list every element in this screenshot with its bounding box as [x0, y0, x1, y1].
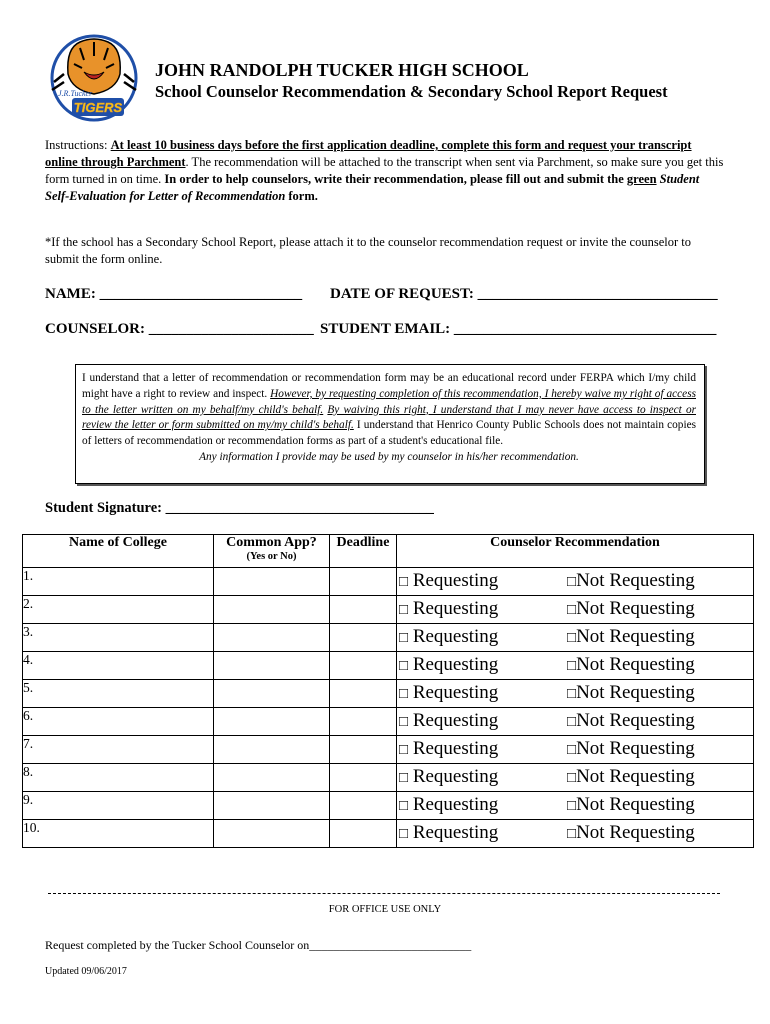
- checkbox-icon[interactable]: □: [567, 826, 577, 842]
- common-app-cell[interactable]: [214, 792, 330, 820]
- common-app-cell[interactable]: [214, 624, 330, 652]
- deadline-cell[interactable]: [330, 596, 397, 624]
- row-number: 10.: [23, 820, 40, 835]
- row-number: 1.: [23, 568, 34, 583]
- office-use-label: FOR OFFICE USE ONLY: [328, 904, 442, 915]
- ferpa-never-access: By waiving this right, I understand that I may never have access to inspect or review the letter or form submitted on my/my child's behalf.: [82, 403, 696, 432]
- checkbox-icon[interactable]: □: [399, 826, 409, 842]
- recommendation-cell: [397, 708, 754, 736]
- checkbox-icon[interactable]: □: [399, 658, 409, 674]
- checkbox-icon[interactable]: □: [567, 714, 577, 730]
- common-app-cell[interactable]: [214, 820, 330, 848]
- not-requesting-label: Not Requesting: [576, 710, 695, 731]
- college-name-cell[interactable]: [23, 680, 214, 708]
- college-name-cell[interactable]: [23, 736, 214, 764]
- recommendation-cell: [397, 652, 754, 680]
- not-requesting-option[interactable]: [567, 822, 695, 843]
- checkbox-icon[interactable]: □: [567, 630, 577, 646]
- requesting-label: Requesting: [408, 738, 499, 759]
- instructions-form-name: Student Self-Evaluation for Letter of Recommendation: [45, 172, 700, 203]
- not-requesting-option[interactable]: [567, 682, 695, 703]
- common-app-cell[interactable]: [214, 736, 330, 764]
- instructions-green: green: [626, 172, 657, 186]
- requesting-label: Requesting: [408, 822, 499, 843]
- common-app-cell[interactable]: [214, 764, 330, 792]
- checkbox-icon[interactable]: □: [567, 574, 577, 590]
- college-name-cell[interactable]: [23, 764, 214, 792]
- requesting-option[interactable]: [397, 624, 567, 651]
- deadline-cell[interactable]: [330, 792, 397, 820]
- date-of-request-field[interactable]: DATE OF REQUEST: ________________________________: [330, 286, 718, 302]
- logo-tigers-word: TIGERS: [73, 100, 123, 115]
- deadline-cell[interactable]: [330, 568, 397, 596]
- requesting-option[interactable]: [397, 596, 567, 623]
- requesting-label: Requesting: [408, 626, 499, 647]
- college-name-cell[interactable]: [23, 652, 214, 680]
- table-row: [23, 568, 754, 596]
- deadline-cell[interactable]: [330, 680, 397, 708]
- not-requesting-option[interactable]: [567, 766, 695, 787]
- row-number: 6.: [23, 708, 34, 723]
- table-row: [23, 652, 754, 680]
- checkbox-icon[interactable]: □: [567, 742, 577, 758]
- requesting-option[interactable]: [397, 736, 567, 763]
- recommendation-cell: [397, 764, 754, 792]
- requesting-label: Requesting: [408, 794, 499, 815]
- checkbox-icon[interactable]: □: [567, 686, 577, 702]
- checkbox-icon[interactable]: □: [399, 686, 409, 702]
- checkbox-icon[interactable]: □: [399, 770, 409, 786]
- requesting-label: Requesting: [408, 710, 499, 731]
- common-app-cell[interactable]: [214, 652, 330, 680]
- requesting-option[interactable]: [397, 820, 567, 847]
- common-app-cell[interactable]: [214, 596, 330, 624]
- not-requesting-label: Not Requesting: [576, 570, 695, 591]
- not-requesting-option[interactable]: [567, 794, 695, 815]
- ferpa-counselor-use: Any information I provide may be used by my counselor in his/her recommendation.: [199, 450, 579, 463]
- col-deadline-label: Deadline: [336, 535, 390, 550]
- ferpa-understand: I understand that a letter of recommendation or recommendation form may be an educational record under FERPA which I/my child might have a right to review and inspect.: [82, 372, 696, 400]
- table-row: [23, 708, 754, 736]
- deadline-cell[interactable]: [330, 820, 397, 848]
- name-field[interactable]: NAME: ___________________________: [45, 286, 303, 302]
- student-email-field[interactable]: STUDENT EMAIL: ___________________________________: [320, 321, 717, 337]
- not-requesting-label: Not Requesting: [576, 626, 695, 647]
- table-row: [23, 792, 754, 820]
- not-requesting-label: Not Requesting: [576, 738, 695, 759]
- table-row: [23, 596, 754, 624]
- instructions-attach: . The recommendation will be attached to the transcript when sent via Parchment, so make sure you get this form turned in on time.: [45, 155, 724, 186]
- college-name-cell[interactable]: [23, 624, 214, 652]
- not-requesting-label: Not Requesting: [576, 654, 695, 675]
- requesting-label: Requesting: [408, 570, 499, 591]
- checkbox-icon[interactable]: □: [399, 714, 409, 730]
- deadline-cell[interactable]: [330, 764, 397, 792]
- tigers-logo: [46, 34, 142, 126]
- common-app-cell[interactable]: [214, 680, 330, 708]
- requesting-label: Requesting: [408, 598, 499, 619]
- college-name-cell[interactable]: [23, 820, 214, 848]
- college-rows: [23, 568, 754, 848]
- table-header-row: [23, 535, 754, 568]
- checkbox-icon[interactable]: □: [567, 658, 577, 674]
- common-app-cell[interactable]: [214, 568, 330, 596]
- checkbox-icon[interactable]: □: [399, 742, 409, 758]
- instructions-paragraph: [45, 137, 725, 205]
- col-deadline: [330, 535, 397, 568]
- col-common-app-label: Common App?: [226, 535, 317, 550]
- not-requesting-option[interactable]: [567, 570, 695, 591]
- student-signature-field[interactable]: Student Signature: _____________________________________: [45, 500, 434, 516]
- not-requesting-option[interactable]: [567, 710, 695, 731]
- row-number: 3.: [23, 624, 34, 639]
- college-name-cell[interactable]: [23, 708, 214, 736]
- checkbox-icon[interactable]: □: [567, 602, 577, 618]
- recommendation-cell: [397, 680, 754, 708]
- recommendation-cell: [397, 736, 754, 764]
- form-title: School Counselor Recommendation & Secondary School Report Request: [155, 82, 668, 101]
- ferpa-waive: However, by requesting completion of this recommendation, I hereby waive my right of access to the letter written on my behalf/my child's behalf.: [82, 387, 696, 416]
- not-requesting-label: Not Requesting: [576, 598, 695, 619]
- instructions-colon: :: [104, 138, 108, 152]
- table-row: [23, 624, 754, 652]
- logo-jr-tucker: J.R.Tucker: [58, 89, 93, 98]
- not-requesting-label: Not Requesting: [576, 794, 695, 815]
- not-requesting-label: Not Requesting: [576, 766, 695, 787]
- not-requesting-option[interactable]: [567, 598, 695, 619]
- checkbox-icon[interactable]: □: [567, 770, 577, 786]
- instructions-label: Instructions: [45, 138, 105, 152]
- col-common-app-sub: (Yes or No): [246, 551, 297, 562]
- recommendation-cell: [397, 792, 754, 820]
- row-number: 8.: [23, 764, 34, 779]
- not-requesting-label: Not Requesting: [576, 682, 695, 703]
- updated-date: Updated 09/06/2017: [45, 966, 127, 977]
- requesting-option[interactable]: [397, 708, 567, 735]
- not-requesting-option[interactable]: [567, 626, 695, 647]
- table-row: [23, 764, 754, 792]
- request-completed-line[interactable]: Request completed by the Tucker School Counselor on___________________________: [45, 938, 472, 952]
- requesting-label: Requesting: [408, 682, 499, 703]
- requesting-label: Requesting: [408, 766, 499, 787]
- requesting-option[interactable]: [397, 568, 567, 595]
- recommendation-cell: [397, 596, 754, 624]
- row-number: 7.: [23, 736, 34, 751]
- checkbox-icon[interactable]: □: [399, 798, 409, 814]
- checkbox-icon[interactable]: □: [399, 630, 409, 646]
- school-name: JOHN RANDOLPH TUCKER HIGH SCHOOL: [155, 60, 529, 80]
- deadline-cell[interactable]: [330, 708, 397, 736]
- checkbox-icon[interactable]: □: [399, 574, 409, 590]
- requesting-option[interactable]: [397, 792, 567, 819]
- recommendation-cell: [397, 820, 754, 848]
- not-requesting-option[interactable]: [567, 738, 695, 759]
- col-common-app: [214, 535, 330, 568]
- deadline-cell[interactable]: [330, 624, 397, 652]
- not-requesting-option[interactable]: [567, 654, 695, 675]
- counselor-field[interactable]: COUNSELOR: ______________________: [45, 321, 314, 337]
- col-counselor-recommendation: [397, 535, 754, 568]
- table-row: [23, 680, 754, 708]
- row-number: 5.: [23, 680, 34, 695]
- college-name-cell[interactable]: [23, 596, 214, 624]
- instructions-help: In order to help counselors, write their recommendation, please fill out and submit the: [164, 172, 627, 186]
- deadline-cell[interactable]: [330, 736, 397, 764]
- recommendation-cell: [397, 568, 754, 596]
- row-number: 9.: [23, 792, 34, 807]
- college-name-cell[interactable]: [23, 568, 214, 596]
- deadline-cell[interactable]: [330, 652, 397, 680]
- col-name-of-college: [23, 535, 214, 568]
- checkbox-icon[interactable]: □: [567, 798, 577, 814]
- requesting-option[interactable]: [397, 652, 567, 679]
- requesting-label: Requesting: [408, 654, 499, 675]
- ferpa-waiver-box: [75, 364, 705, 484]
- requesting-option[interactable]: [397, 764, 567, 791]
- office-divider: [48, 893, 720, 894]
- college-name-cell[interactable]: [23, 792, 214, 820]
- row-number: 4.: [23, 652, 34, 667]
- college-table: [22, 534, 754, 848]
- table-row: [23, 736, 754, 764]
- row-number: 2.: [23, 596, 34, 611]
- ferpa-text: [82, 371, 704, 450]
- instructions-deadline: At least 10 business days before the first application deadline, complete this form and request your transcript online through Parchment: [45, 138, 692, 169]
- secondary-report-note: *If the school has a Secondary School Report, please attach it to the counselor recommendation request or invite the counselor to submit the form online.: [45, 235, 691, 266]
- recommendation-cell: [397, 624, 754, 652]
- col-college-label: Name of College: [69, 535, 167, 550]
- not-requesting-label: Not Requesting: [576, 822, 695, 843]
- common-app-cell[interactable]: [214, 708, 330, 736]
- ferpa-henrico: I understand that Henrico County Public Schools does not maintain copies of letters of recommendation or recommendation forms as part of a student's educational file.: [82, 419, 696, 448]
- requesting-option[interactable]: [397, 680, 567, 707]
- table-row: [23, 820, 754, 848]
- checkbox-icon[interactable]: □: [399, 602, 409, 618]
- col-recommendation-label: Counselor Recommendation: [490, 535, 660, 550]
- instructions-form-word: form.: [285, 189, 318, 203]
